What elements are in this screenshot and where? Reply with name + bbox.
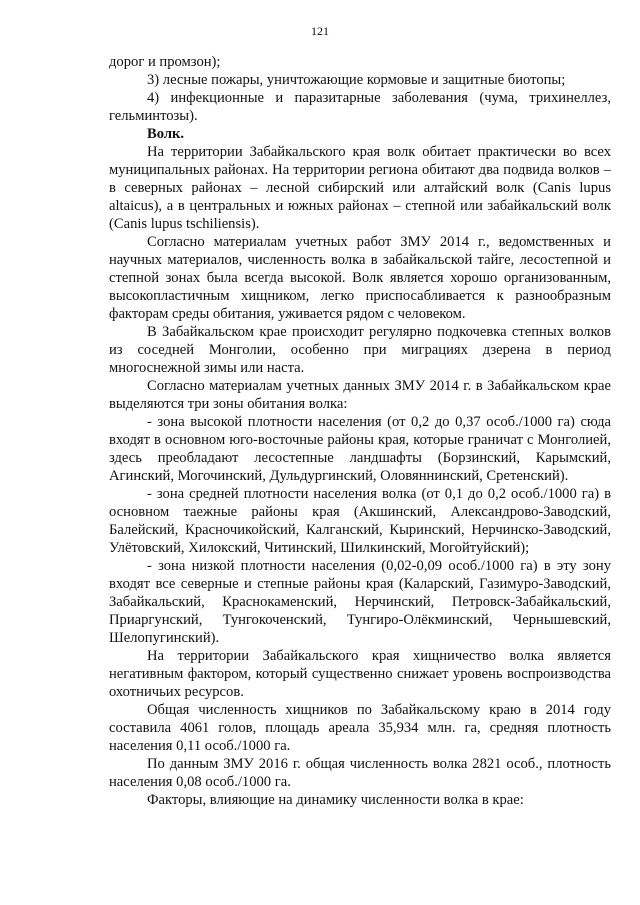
- page-number: 121: [311, 24, 329, 38]
- paragraph: В Забайкальском крае происходит регулярно подкочевка степных волков из соседней Монголии, особенно при миграциях дзерена в период многоснежной зимы или наста.: [109, 324, 611, 376]
- paragraph: Факторы, влияющие на динамику численности волка в крае:: [147, 792, 524, 808]
- list-item: - зона низкой плотности населения (0,02-0,09 особ./1000 га) в эту зону входят все северные и степные районы края (Каларский, Газимуро-Заводский, Забайкальский, Краснокаменский, Нерчинский, Петровск-Забайкальский, Приаргунский, Тунгокоченский, Тунгиро-Олёкминский, Чернышевский, Шелопугинский).: [109, 558, 611, 646]
- paragraph: На территории Забайкальского края хищничество волка является негативным фактором, который существенно снижает уровень воспроизводства охотничьих ресурсов.: [109, 648, 611, 700]
- paragraph: Согласно материалам учетных работ ЗМУ 2014 г., ведомственных и научных материалов, численность волка в забайкальской тайге, лесостепной и степной зонах была всегда высокой. Волк является хорошо организованным, высокопластичным хищником, легко приспосабливается к разнообразным факторам среды обитания, уживается рядом с человеком.: [109, 234, 611, 322]
- list-item: - зона высокой плотности населения (от 0,2 до 0,37 особ./1000 га) сюда входят в основном юго-восточные районы края, которые граничат с Монголией, здесь преобладают лесостепные ландшафты (Борзинский, Карымский, Агинский, Могочинский, Дульдургинский, Оловяннинский, Сретенский).: [109, 414, 611, 484]
- body-text: [109, 53, 611, 809]
- paragraph: 3) лесные пожары, уничтожающие кормовые и защитные биотопы;: [147, 72, 566, 88]
- paragraph: Общая численность хищников по Забайкальскому краю в 2014 году составила 4061 голов, площадь ареала 35,934 млн. га, средняя плотность населения 0,11 особ./1000 га.: [109, 702, 611, 754]
- paragraph: дорог и промзон);: [109, 54, 221, 70]
- paragraph: 4) инфекционные и паразитарные заболевания (чума, трихинеллез, гельминтозы).: [109, 90, 611, 124]
- list-item: - зона средней плотности населения волка (от 0,1 до 0,2 особ./1000 га) в основном таежные районы края (Акшинский, Александрово-Заводский, Балейский, Красночикойский, Калганский, Кыринский, Нерчинско-Заводский, Улётовский, Хилокский, Читинский, Шилкинский, Могойтуйский);: [109, 486, 611, 556]
- paragraph: На территории Забайкальского края волк обитает практически во всех муниципальных районах. На территории региона обитают два подвида волков – в северных районах – лесной сибирский или алтайский волк (Canis lupus altaicus), а в центральных и южных районах – степной или забайкальский волк (Canis lupus tschiliensis).: [109, 144, 611, 232]
- section-heading: Волк.: [147, 126, 185, 142]
- paragraph: По данным ЗМУ 2016 г. общая численность волка 2821 особ., плотность населения 0,08 особ./1000 га.: [109, 756, 611, 790]
- paragraph: Согласно материалам учетных данных ЗМУ 2014 г. в Забайкальском крае выделяются три зоны обитания волка:: [109, 378, 611, 412]
